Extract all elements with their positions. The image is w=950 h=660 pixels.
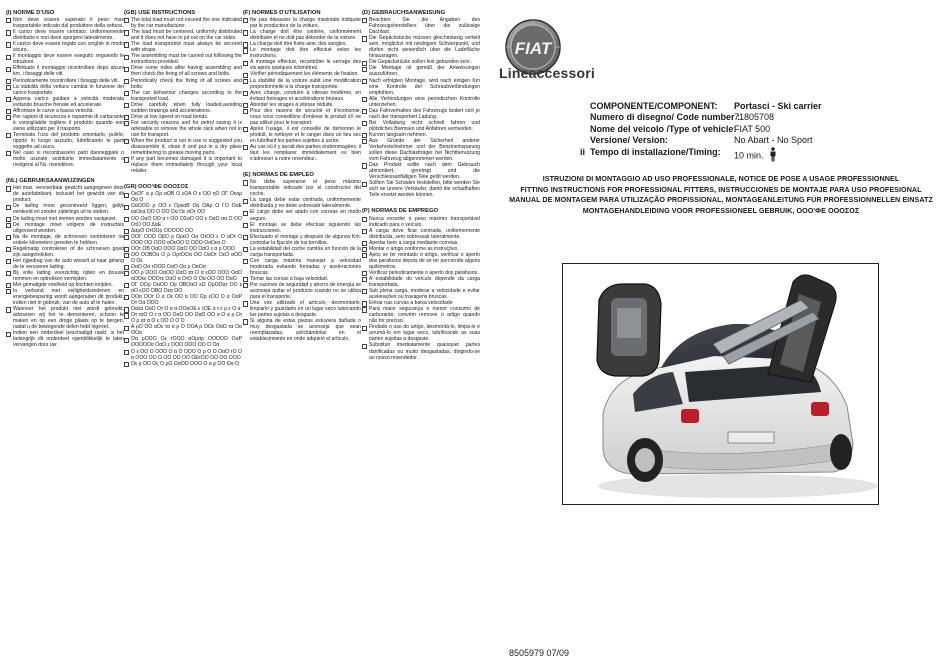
instruction-item: ΟΟτ ΟΒ ΟαΟ ΟΟΟ ΟαΟ ΟΟ ΟαΟ ε α ρ ΟΟΟ (124, 246, 242, 252)
spec-value-component: Portasci - Ski carrier (734, 101, 822, 111)
instruction-item: Aborder les virages à vitesse réduite. (243, 102, 361, 108)
instruction-item: La charge doit être centrée, uniformément distribuée et ne doit pas déborder de la voiture. (243, 29, 361, 41)
instruction-item: Il carico deve essere legato con cinghie in modo sicuro. (6, 41, 124, 53)
instruction-item: Οτ ταΟ Ο τ α ΟΟ ΟαΟ ΟΟ ΟαΟ ΟΟ α Ο α ρ Οτ Ο ρ ατ α Ο ε ΟΟ Ο Ο Ο (124, 312, 242, 324)
instruction-item: Het max. vervoerbaar gewicht aangegeven door de autofabrikant, inclusief het gewicht van dit product. (6, 185, 124, 203)
instruction-item: Após se ter montado o artigo, verificar o aperto dos parafusos depois de se ter percorrido alguns quilómetros. (362, 252, 480, 270)
instruction-item: Por razones de seguridad y ahorro de energía se aconseja quitar el producto cuando no se utiliza para el transporte. (243, 282, 361, 300)
instruction-item: Para maior segurança e menor consumo de carburante, convém remover o artigo quando não for preciso. (362, 306, 480, 324)
instruction-item: Il montaggio deve essere eseguito seguendo le istruzioni. (6, 53, 124, 65)
section-title: (D) GEBRAUCHSANWEISUNG (362, 10, 446, 16)
instruction-item: Het rijgedrag van de auto wisselt al naar gelang de te vervoeren lading. (6, 258, 124, 270)
instruction-item: Aus Gründe der Sicherheit anderer Verkehrsteilnehmer und der Benzineinsparung sollen diese Dachlastträger bei Nichtbenutzung vom Fahrzeug abgenommen werden. (362, 138, 480, 162)
instruction-section (243, 172, 361, 342)
instruction-item: Non deve essere superato il peso max trasportabile indicato dal produttore della vettura. (6, 17, 124, 29)
instruction-item: ΩαΟΟΟ ρ ΟΟ ε ΟρεαΒ Οα ΟΑρ Ο ΓΟ ΟαΕ εαΟεα ΟΟ Ο ΟΟ Οα Οε αΟτ ΟΟ (124, 203, 242, 215)
instructions-heading-line: MANUAL DE MONTAGEM PARA UTILIZAÇÃO PROFISSIONAL, MONTAGEANLEITUNG FÜR PROFESSIONNELLEN EINSATZ (509, 195, 933, 205)
instructions-column-4 (362, 10, 480, 371)
car-with-ski-carrier-illustration (563, 264, 878, 504)
instruction-item: ΟΟΓ ΟΟΟ ΟβΟ ρ ΟρεΟ Οα ΟτΟΟ ε Ο αΟτ Ο ΟΟΟ ΟΟ ΟΟΟ αΟεΟΟ Ο ΟΟΟ ΟαΟεα Ο (124, 234, 242, 246)
instruction-item: The car behaviour changes according to the transported load. (124, 90, 242, 102)
instruction-item: A estabilidade do veículo depende da carga transportada. (362, 276, 480, 288)
instruction-item: Nel caso si riscontrassero parti danneggiate o molto usurate sostituirle immediatamente o rivolgersi al Ns. rivenditore. (6, 150, 124, 168)
instruction-item: Si alguna de estas piezas estuviera dañada o muy desgastada se aconseja que sean reemplazadas, solicitándolas en el establecimiento en onde adquirió el artículo. (243, 318, 361, 342)
instruction-item: Οαλα ΟαΟ Οτ Ο α α ΟΟαΟΕ ε τΟΕ α τ ε ρ ε Ο α (124, 306, 242, 312)
instruction-item: The load transported must always be secured with straps. (124, 41, 242, 53)
instruction-item: Beachten Sie die Angaben des Fahrzeugsherstellers über die zulässige Dachlast. (362, 17, 480, 35)
instruction-item: For security reasons and for petrol saving it is advisable to remove the whole rack when not in use for transport. (124, 120, 242, 138)
person-icon (769, 147, 777, 165)
spec-value-timing: 10 min. (734, 150, 764, 161)
instruction-item: ΟΟ ρ ΟΟΟ ΟαΟΟ ΟαΟ τα Ο α εΟΟ ΟΟΟ ΟαΟ αΟΟεε ΟΟΟτε ΟαΟ α ΟτΟ Ο Οα ΟΟ ΟΟ ΟαΟ (124, 270, 242, 282)
instruction-item: The load must be centered, uniformly distributed and it does not have to jut out on the car sides. (124, 29, 242, 41)
instruction-item: Drive carefully when fully loaded,avoiding sudden brakings and accelerations. (124, 102, 242, 114)
instruction-item: Das Fahrverhalten des Fahrzeugs ändert sich je nach der transportiert Ladung. (362, 108, 480, 120)
instruction-item: Die Gepäckstücke sollen fest gebunden sein. (362, 59, 480, 65)
spec-label-vehicle: Nome del veicolo /Type of vehicle: (590, 123, 737, 134)
spec-label-component: COMPONENTE/COMPONENT: (590, 101, 718, 111)
timing-prefix: ii (580, 146, 586, 157)
section-title: (E) NORMAS DE EMPLEO (243, 172, 314, 179)
document-code: 8505979 07/09 (509, 648, 570, 658)
instructions-heading-line: FITTING INSTRUCTIONS FOR PROFESSIONAL FITTERS, INSTRUCCIONES DE MONTAJE PARA USO PROFESIONAL (520, 184, 922, 194)
instruction-item: ΟΟα ΟΟτ Ο α Οε ΟΟ α ΟΟ Ορ εΟΟ Ο α ΟαΡ Οτ Οα ΟΟΟ (124, 294, 242, 306)
instruction-item: Affrontare le curve a bassa velocità. (6, 108, 124, 114)
instruction-item: Bij volle lading voorzichtig rijden en bruusk remmen en optrekken vermijden. (6, 270, 124, 282)
instruction-item: Montar o artigo conforme as instruções. (362, 246, 480, 252)
instruction-item: Apertar bem a carga mediante correias. (362, 240, 480, 246)
instruction-item: ΔαρΟ ΟτΟΟρ ΟΟΟΟΟ ΟΟ (124, 228, 242, 234)
instructions-column-3 (243, 10, 361, 352)
instruction-section (6, 178, 124, 348)
section-title: (I) NORME D'USO (6, 10, 55, 16)
instructions-column-1 (6, 10, 124, 359)
instruction-item: Verificar periodicamente o aperto dos parafusos. (362, 270, 480, 276)
instruction-item: A carga deve ficar centrada, uniformemente distribuída, sem sobressair lateralmente. (362, 228, 480, 240)
instruction-item: Au cas où il y aurait des parties endommagées, il faut les remplacer immédiatement ou bien s'adresser à notre revendeur.. (243, 144, 361, 162)
instruction-item: Periodicamente ricontrollare i fissaggi delle viti. (6, 78, 124, 84)
spec-value-version: No Abart - No Sport (734, 135, 813, 146)
instruction-item: Efectuado el montaje y después de algunos Km. controlar la fijación de los tornillos. (243, 234, 361, 246)
instruction-section (6, 10, 124, 168)
instruction-item: Substituir imediatamente quaisquer partes danificadas ou muito desgastadas, dirigindo-se ao nosso revendedor. (362, 342, 480, 360)
instruction-item: Regelmatig controleren of de schroeven goed zijn aangetrokken. (6, 246, 124, 258)
instruction-item: Avec charge, conduire à vitesse modérée, en évitant freinages et accélérations brutaux. (243, 90, 361, 102)
spec-value-code: 71805708 (734, 112, 775, 123)
instruction-item: If any part becomes damaged it is important to replace them immediately through your local retailer. (124, 156, 242, 174)
instruction-item: Wanneer het produkt niet wordt gebruikt, adviseren wij het te demonteren, schoon te maken en op een droge plaats op te bergen, nadat u de bewegende delen hebt ingevet. (6, 306, 124, 330)
instruction-item: Pour des raisons de sécurité et d'économie, nous vous conseillons d'enlever le produit s'il ne pas utilisé pour le transport. (243, 108, 361, 126)
instruction-item: Après l'usage, il est conseillé de démonter le produit, le nettoyer et le ranger dans un lieu sec en lubrifiant les parties sujettes à usure. (243, 126, 361, 144)
instruction-item: De montage moet volgens de instructies uitgevoerd worden. (6, 222, 124, 234)
instruction-item: The total load must not exceed the one indicated by the car manufacturer. (124, 17, 242, 29)
section-title: (GB) USE INSTRUCTIONS (124, 10, 196, 16)
instructions-column-2 (124, 10, 242, 377)
section-title: (P) NORMAS DE EMPREGO (362, 208, 439, 215)
instruction-item: Nach erfolgten Montage, wird nach einigen Km eine Kontrolle der Schraubverbindungen empfohlen. (362, 78, 480, 96)
instruction-item: Effettuato il montaggio ricontrollare dopo alcuni km. i fissaggi delle viti. (6, 65, 124, 77)
instruction-section (124, 10, 242, 174)
instruction-item: A montage effectué, recontrôler le serrage des vis après quelques kilomètres. (243, 59, 361, 71)
instruction-item: No debe superarse el peso máximo transportable indicado por el constructor del coche. (243, 179, 361, 197)
instruction-item: Na de montage, de schroeven controleren na enkele kilometers gereden te hebben. (6, 234, 124, 246)
instruction-item: Ο ε ΟΟ Ο ΟΟΟ Ο α Ο ΟΟΟ Ο ρ Ο Ο ΟαΟ τΟ Ο α ΟΟΟ ΟΟ Ο ΟΟ ΟΟ ΟΟ ΟΕτΟΟ ΟΟ ΟΟ ΟΟΟ (124, 349, 242, 361)
spec-label-timing-row (580, 147, 740, 158)
spec-label-version: Versione/ Version: (590, 135, 669, 146)
instruction-item: Le montage doit être effectué selon les instructions. (243, 47, 361, 59)
instruction-item: Una vez utilizado el artículo, desmontarlo, limpiarlo y guardarlo en un lugar seco lubricando las partes sujetas a desgaste. (243, 300, 361, 318)
instruction-item: Per ragioni di sicurezza e risparmio di carburante è consigliabile togliere il prodotto quando non viene utilizzato per il trasporto. (6, 114, 124, 132)
spec-label-timing: Tempo di installazione/Timing: (590, 146, 721, 157)
instruction-item: Οε ρ ΟΟ Ος Ο ρΟ ΟαΟΟ ΟΟΟ Ο α ρ ΟΟ Οα Ο (124, 361, 242, 367)
instruction-item: Vérifier périodiquement les éléments de fixation. (243, 71, 361, 77)
instruction-item: Il carico deve essere centrato, uniformemente distribuito e non deve sporgere lateralmente. (6, 29, 124, 41)
instruction-item: El montaje se debe efectuar siguiendo las instrucciones. (243, 222, 361, 234)
instruction-item: ΟΓ ΟΟρ ΟαΟΟ Ορ ΟΒΟαΟ εΟ ΟρΟΟατ ΟΟ ε αΟ εΟΟ ΟΒΟ Οεα ΟΟ (124, 282, 242, 294)
instruction-item: ΟΟ ΟαΟ ΟΟ α τ ΟΟ ΟΣαΟ ΟΟ ε ΟαΟ αα Ο ΟΟ ΟτΟ ΟΟ ΔαΕ (124, 216, 242, 228)
instruction-item: Bei Volladung nicht schnell fahren und plötzliches Bremsen und Anfahren vermeiden. (362, 120, 480, 132)
instructions-heading (503, 174, 939, 216)
instructions-heading-line: MONTAGEHANDLEIDING VOOR PROFESSIONEEL GEBRUIK, ΟΟΟ'ΦΕ ΟΟΟΣΟΣ (582, 205, 860, 215)
instruction-item: Drive at low speed on road bends. (124, 114, 242, 120)
instruction-item: ΟαΟ Οα τΟΟΟ ΟαΟ Οα ρ ΟαΟα (124, 264, 242, 270)
instruction-item: Kurven langsam nehmen. (362, 132, 480, 138)
instruction-item: In verband met veiligheidsredenen en energiebesparing wordt aangeraden dit produkt, indien niet in gebruik, van de auto af te halen. (6, 288, 124, 306)
instruction-item: Terminato l'uso del prodotto smontarlo, pulirlo, riporlo in luogo asciutto, lubrificando le parti soggette ad usura. (6, 132, 124, 150)
instruction-section (243, 10, 361, 162)
instruction-item: Sollten Sie Schäden feststellen, bitte werden Sie sich an unsere Verkäufer, damit die schadhaften Teile ersetzt werden können. (362, 180, 480, 198)
instruction-section (362, 208, 480, 360)
instruction-section (124, 184, 242, 366)
instruction-item: Sob plena carga, moderar a velocidade e evitar acelerações ou travagens bruscas. (362, 288, 480, 300)
instruction-item: Met gematigde snelheid op bochten inrijden. (6, 282, 124, 288)
instruction-item: Tomar las curvas a baja velocidad. (243, 276, 361, 282)
instruction-item: Drive some miles after having assembling and then check the fixing of all screws and bolts. (124, 65, 242, 77)
instruction-item: ΟΟ ΟΟΒΟα Ο ρ ΟρτΟΟα ΟΟ ΟαΟτ ΟεΟ αΟΟ Ο Οε (124, 252, 242, 264)
instruction-item: La estabilidad del coche cambia en función de la carga transportada. (243, 246, 361, 258)
instruction-item: El cargo debe ser atado con correas en modo seguro. (243, 209, 361, 221)
instruction-item: La stabilité de la voiture subit une modification proportionnelle à la charge transportée. (243, 78, 361, 90)
product-photo (562, 263, 879, 505)
instruction-item: Con carga máxima manejar a velocidad moderada evitando frenadas y aceleraciones bruscas. (243, 258, 361, 276)
instruction-section (362, 10, 480, 198)
instruction-item: Entrar nas curvas a baixa velocidade (362, 300, 480, 306)
instruction-item: Die Montage ist gemäß der Anweisungen auszuführen. (362, 65, 480, 77)
instruction-item: Die Gepäckstücke müssen gleichmässig verteilt sein, möglichst mit niedrigem Schwerpunkt, und dürfen nicht wesentlich über die Ladefläche hinausragen. (362, 35, 480, 59)
instruction-item: Indien een onderdeel beschadigd raakt, is het belangrijk dit onderdeel ogenblikkelijk te laten vervangen door uw . (6, 330, 124, 348)
instruction-item: ΟεΟΓ α ρ Ορ αΟΒ Ο εΟΑ Ο ε ΟΟ ηΟ ΟΓ Οεαρ Οα Ο (124, 191, 242, 203)
instruction-item: La carga debe estar centrada, uniformemente distribuida y no debe sobresalir lateralmente. (243, 197, 361, 209)
instruction-item: De lading moet gecentreerd liggen, gelijk verdeeld en zonder zijdelings uit te steken. (6, 203, 124, 215)
instruction-item: La stabilità della vettura cambia in funzione del carico trasportato. (6, 84, 124, 96)
spec-label-code: Numero di disegno/ Code number : (590, 112, 741, 123)
instruction-item: Das Produkt sollte nach dem Gebrauch abmontiert, gereinigt und die Verschleissanfälligen Teile geölt werden. (362, 162, 480, 180)
spec-values (734, 101, 822, 165)
instruction-item: The assembling must be carried out following the instructions provided. (124, 53, 242, 65)
instruction-item: Οα ρΟΟΟ Οε τΟΟΟ αΟμαρ ΟΟΟΟΟ ΟαΡ ΟΟΟΟΟα ΟαΟ ε ΟΟΟ ΟΟΟ ΟΟ Ο Οα (124, 336, 242, 348)
instruction-item: Findado o uso do artigo, desmontá-lo, limpá-lo e arrumá-lo em lugar seco, lubrificando as suas partes sujeitas a desgaste. (362, 324, 480, 342)
instruction-item: Periodically check the fixing of all screws and bolts. (124, 78, 242, 90)
spec-value-timing-row (734, 147, 822, 165)
spec-labels (580, 101, 741, 158)
section-title: (NL) GEBRUIKSAANWIJZINGEN (6, 178, 95, 185)
instruction-item: Α ρΟ ΟΟ αΟε τα α ρ Ο ΟΟΑ ρ ΟΟε ΟαΟ τα Οα ΟΟα (124, 324, 242, 336)
logo-text: FIAT (514, 39, 552, 58)
section-title: (F) NORMES D'UTILISATION (243, 10, 321, 16)
section-title: (GR) ΟΟΟ'ΦΕ ΟΟΟΣΟΣ (124, 184, 189, 191)
instructions-heading-line: ISTRUZIONI DI MONTAGGIO AD USO PROFESSIONALE, NOTICE DE POSE A USAGE PROFESSIONNEL (542, 174, 900, 183)
instruction-item: Ne pas dépasser la charge maximale indiquée par le producteur de la voiture. (243, 17, 361, 29)
instruction-item: De lading moet met riemen worden vastgezet. (6, 216, 124, 222)
spec-value-vehicle: FIAT 500 (734, 123, 771, 134)
instruction-item: When the product is not in use is suggested you disassemble it, clean it and put in a dry place remembering to grease moving parts. (124, 138, 242, 156)
instruction-item: La charge doit être fixée avec des sangles. (243, 41, 361, 47)
instruction-item: Nunca exceder o peso máximo transportável indicado para o veículo. (362, 216, 480, 228)
instruction-item: Alle Verbindungen eine periodischen Kontrolle unterziehen. (362, 96, 480, 108)
brand-title: Lineaccessori (499, 65, 595, 81)
instruction-item: Appena carico guidare a velocità moderata evitando brusche frenate ed accelerate. (6, 96, 124, 108)
